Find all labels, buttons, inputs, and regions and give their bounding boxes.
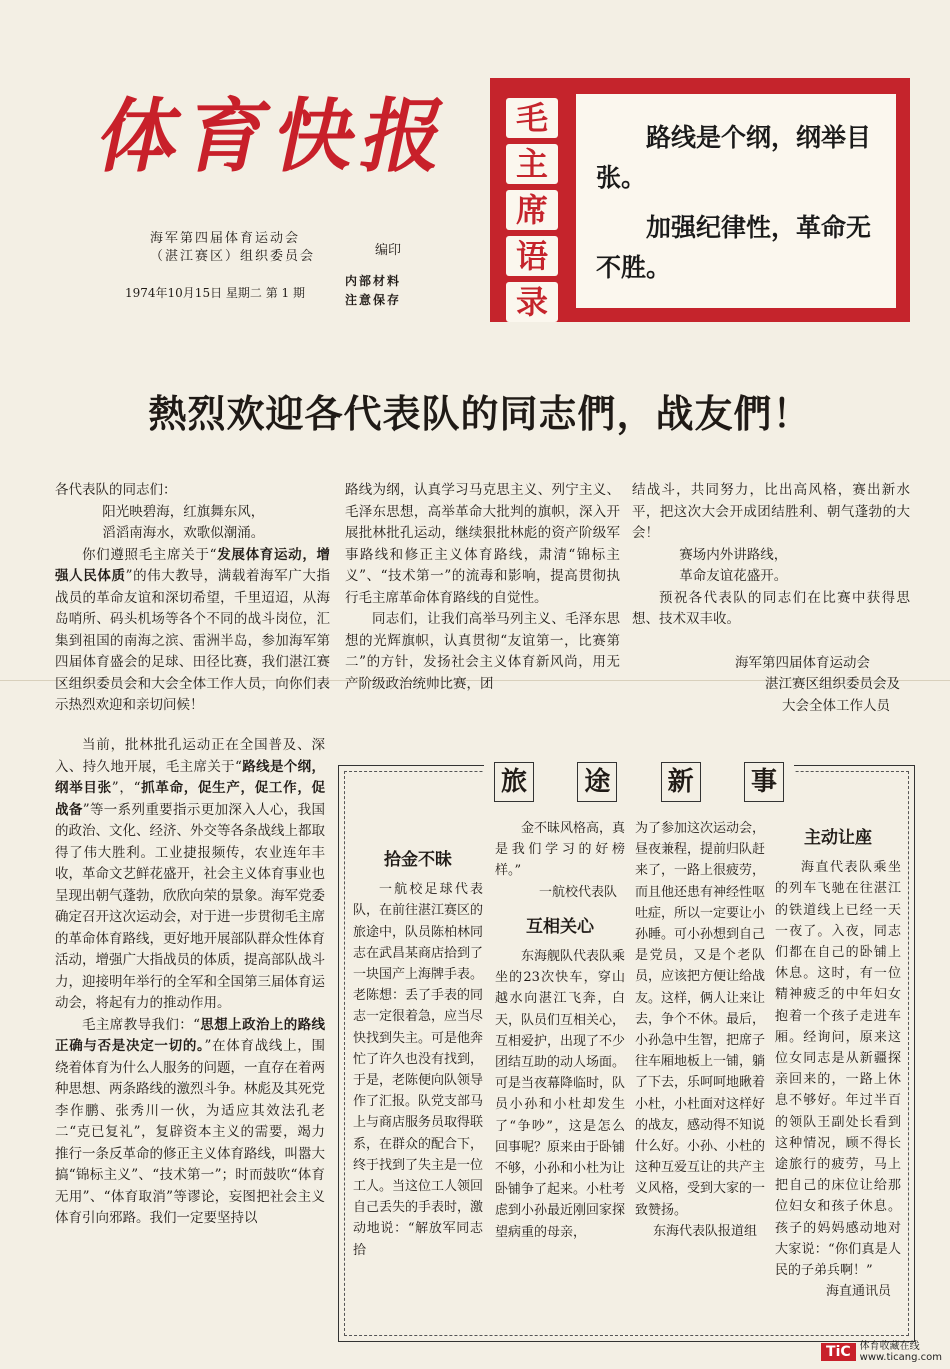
quotation-label-char: 席 [506,190,558,230]
quotation-label-char: 主 [506,144,558,184]
story-3 [775,824,901,1302]
poem-line: 滔滔南海水，欢歌似潮涌。 [102,525,265,541]
story-3-body: 海直代表队乘坐的列车飞驰在往湛江的铁道线上已经一天一夜了。入夜，同志们都在自己的卧铺上休息。这时，有一位精神疲乏的中年妇女抱着一个孩子走进车厢。经询问，原来这位女同志是从新疆探亲回来的，一路上休息不够好。年过半百的领队王副处长看到这种情况，顾不得长途旅行的疲劳，马上把自己的床位让给那位妇女和孩子休息。孩子的妈妈感动地对大家说：“你们真是人民的子弟兵啊！” [775,860,901,1279]
article-paragraph-7: 预祝各代表队的同志们在比赛中获得思想、技术双丰收。 [632,589,910,627]
watermark-logo: TiC [821,1343,856,1361]
headline: 熱烈欢迎各代表队的同志們，战友們！ [148,391,812,436]
story-1-cont: 金不昧风格高，真是我们学习的好榜样。” [495,821,626,879]
org-line-1: 海军第四届体育运动会 [150,231,301,246]
article-column-2 [345,480,620,695]
poem-line: 阳光映碧海，红旗舞东风， [102,503,265,520]
story-2-body: 东海舰队代表队乘坐的23次快车，穿山越水向湛江飞奔，白天，队员们互相关心，互相爱护，出现了不少团结互助的动人场面。可是当夜幕降临时，队员小孙和小杜却发生了“争吵”，这是怎么回事呢？原来由于卧铺不够，小孙和小杜为让卧铺争了起来。小杜考虑到小孙最近刚回家探望病重的母亲， [495,949,626,1240]
story-2-cont: 为了参加这次运动会，昼夜兼程，提前归队赶来了，一路上很疲劳，而且他还患有神经性呕吐症，所以一定要让小孙睡。可小孙想到自己是党员，又是个老队员，应该把方便让给战友。这样，俩人让来让去，争个不休。最后，小孙急中生智，把席子往车厢地板上一铺，躺了下去，乐呵呵地瞅着小杜，小杜面对这样好的战友，感动得不知说什么好。小孙、小杜的这种互爱互让的共产主义风格，受到大家的一致赞扬。 [635,821,766,1218]
story-2-title: 互相关心 [526,916,594,937]
article-paragraph-5: 同志们，让我们高举马列主义、毛泽东思想的光辉旗帜，认真贯彻“友谊第一，比赛第二”的方针，发扬社会主义体育新风尚，用无产阶级政治统帅比赛，团 [345,611,620,692]
story-3-signature: 海直通讯员 [825,1284,891,1300]
article-paragraph-2 [55,735,325,1015]
watermark-name: 体育收藏在线 [859,1341,920,1352]
title-char: 新 [661,762,701,802]
text-run: 毛主席教导我们：“ [82,1016,201,1033]
title-char: 事 [744,762,784,802]
text-run: ”等一系列重要指示更加深入人心，我国的政治、文化、经济、外交等各条战线上都取得了伟大胜利。工业捷报频传，农业连年丰收，革命文艺鲜花盛开，社会主义体育事业也呈现出朝气蓬勃，欣欣向荣的景象。海军党委确定召开这次运动会，对于进一步贯彻毛主席的革命体育路线，更好地开展部队群众性体育活动，增强广大指战员的体质，提高部队战斗力，迎接明年举行的全军和全国第三届体育运动会，将起有力的推动作用。 [55,801,326,1011]
org-side-label: 编印 [375,243,402,258]
travel-news-title [484,762,794,802]
quotation-box [490,78,910,322]
text-run: 你们遵照毛主席关于“ [82,546,217,563]
quotation-label-char: 毛 [506,98,558,138]
greeting: 各代表队的同志们： [55,482,177,498]
publisher-org [150,230,315,266]
story-1 [353,846,483,1261]
internal-note-1: 内部材料 [345,274,402,288]
text-run-bold: 发展体育运动，增强人民体质 [55,546,331,584]
watermark-text [860,1341,942,1363]
poem-line: 革命友谊花盛开。 [679,568,788,584]
article-column-1-lower [55,735,325,1230]
title-char: 途 [577,762,617,802]
text-run: 当前，批林批孔运动正在全国普及、深入、持久地开展，毛主席关于“ [55,737,325,775]
title-char: 旅 [494,762,534,802]
quotation-label-char: 语 [506,236,558,276]
text-run: ”的伟大教导，满载着海军广大指战员的革命友谊和深切希望，千里迢迢，从海岛哨所、码头机场等各个不同的战斗岗位，汇集到祖国的南海之滨、雷洲半岛，参加海军第四届体育盛会的足球、田径比赛，我们湛江赛区组织委员会和大会全体工作人员，向你们表示热烈欢迎和亲切问候！ [55,568,331,713]
signature-line: 湛江赛区组织委员会及 [765,676,900,692]
dateline: 1974年10月15日 星期二 第 1 期 [125,286,305,300]
org-line-2: （湛江赛区）组织委员会 [150,249,316,264]
text-run: ”在体育战线上，围绕着体育为什么人服务的问题，一直存在着两种思想、两条路线的激烈斗争。林彪及其死党李作鹏、张秀川一伙，为适应其效法孔老二“克已复礼”，复辟资本主义的需要，竭力推行一条反革命的修正主义体育路线，叫嚣大搞“锦标主义”、“技术第一”；时而鼓吹“体育无用”、“体育取消”等谬论，妄图把社会主义体育引向邪路。我们一定要坚持以 [55,1038,326,1226]
travel-news-box [338,765,915,1342]
quotation-label [506,98,562,328]
signature-line: 大会全体工作人员 [782,697,890,714]
article-paragraph-3 [55,1015,325,1230]
quotation-line-2: 加强纪律性，革命无不胜。 [596,213,872,282]
watermark-url: www.ticang.com [859,1352,942,1363]
quotation-panel [576,94,896,308]
story-1-continued [495,818,625,1243]
story-2-continued [635,818,765,1242]
story-1-signature: 一航校代表队 [538,884,617,900]
internal-note-2: 注意保存 [345,293,402,307]
text-run-bold: 思想上政治上的路线正确与否是决定一切的。 [55,1016,326,1054]
story-1-body: 一航校足球代表队，在前往湛江赛区的旅途中，队员陈柏林同志在武昌某商店拾到了一块国产上海牌手表。老陈想：丢了手表的同志一定很着急，应当尽快找到失主。可是他奔忙了许久也没有找到，于是，老陈便向队领导作了汇报。队党支部马上与商店服务员取得联系，在群众的配合下，终于找到了失主是一位工人。当这位工人领回自己丢失的手表时，激动地说：“解放军同志拾 [353,882,484,1258]
article-paragraph-6: 结战斗，共同努力，比出高风格，赛出新水平，把这次大会开成团结胜利、朝气蓬勃的大会！ [632,482,910,541]
article-column-1 [55,480,330,717]
article-paragraph-1 [55,545,330,717]
poem-line: 赛场内外讲路线， [679,546,788,563]
signature-line: 海军第四届体育运动会 [735,654,870,671]
text-run-bold: 路线是个纲，纲举目张 [55,758,326,796]
quotation-label-char: 录 [506,282,558,322]
story-2-signature: 东海代表队报道组 [652,1223,757,1239]
quotation-text [596,118,876,288]
story-1-title: 拾金不昧 [384,850,452,870]
article-paragraph-4: 路线为纲，认真学习马克思主义、列宁主义、毛泽东思想，高举革命大批判的旗帜，深入开展批林批孔运动，继续狠批林彪的资产阶级军事路线和修正主义体育路线，肃清“锦标主义”、“技术第一”的流毒和影响，提高贯彻执行毛主席革命体育路线的自觉性。 [345,482,620,606]
text-run: ”，“ [111,780,141,796]
internal-note [345,272,401,310]
story-3-title: 主动让座 [804,828,872,848]
watermark [821,1341,942,1363]
article-column-3 [632,480,910,717]
masthead-title: 体育快报 [90,89,462,183]
text-run-bold: 抓革命，促生产，促工作，促战备 [55,780,326,818]
quotation-line-1: 路线是个纲，纲举目张。 [596,123,872,192]
